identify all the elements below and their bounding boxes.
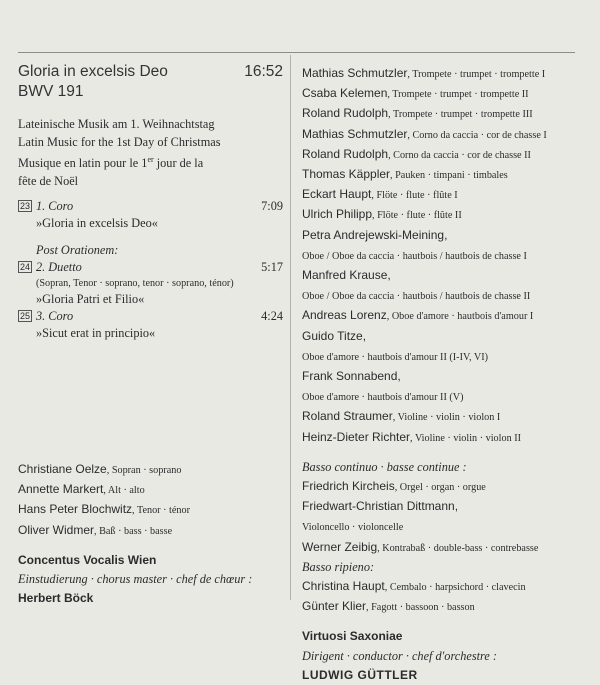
work-title: Gloria in excelsis Deo xyxy=(18,63,168,80)
track-label: 3. Coro xyxy=(36,309,74,324)
intro-line-en: Latin Music for the 1st Day of Christmas xyxy=(18,134,221,149)
musician-line: Thomas Käppler, Pauken · timpani · timbales xyxy=(302,167,508,182)
musician-line: Roland Rudolph, Trompete · trumpet · trompette III xyxy=(302,106,533,121)
work-duration: 16:52 xyxy=(244,63,283,80)
track-duration: 5:17 xyxy=(261,260,283,275)
musician-line: Roland Straumer, Violine · violin · violon I xyxy=(302,409,501,424)
intro-line-fr-2: fête de Noël xyxy=(18,173,79,188)
work-title-row xyxy=(18,62,283,82)
orchestra-name: Virtuosi Saxoniae xyxy=(302,629,403,644)
musician-line: Heinz-Dieter Richter, Violine · violin · violon II xyxy=(302,429,521,444)
bwv-number: BWV 191 xyxy=(18,83,84,100)
intro-text xyxy=(18,116,283,190)
musician-line: Csaba Kelemen, Trompete · trumpet · trompette II xyxy=(302,86,529,101)
musician-line: Andreas Lorenz, Oboe d'amore · hautbois d'amour I xyxy=(302,308,534,323)
intro-line-fr: Musique en latin pour le 1er jour de la xyxy=(18,155,204,171)
musician-line: Mathias Schmutzler, Trompete · trumpet · trompette I xyxy=(302,66,546,80)
choir-master-role: Einstudierung · chorus master · chef de chœur : xyxy=(18,572,253,587)
column-divider xyxy=(290,55,291,600)
choir-master: Herbert Böck xyxy=(18,591,94,606)
musician-line: Oboe d'amore · hautbois d'amour II (V) xyxy=(302,392,464,404)
post-orationem-heading: Post Orationem: xyxy=(36,243,119,258)
musician-line: Frank Sonnabend, xyxy=(302,369,401,384)
musician-line: Petra Andrejewski-Meining, xyxy=(302,227,448,242)
track-duration: 4:24 xyxy=(261,309,283,324)
choir-name: Concentus Vocalis Wien xyxy=(18,552,157,567)
track-text: »Sicut erat in principio« xyxy=(36,326,156,341)
track-label: 2. Duetto xyxy=(36,260,82,275)
soloist-line: Oliver Widmer, Baß · bass · basse xyxy=(18,522,173,537)
track-number: 25 xyxy=(20,311,31,322)
top-rule xyxy=(18,52,575,53)
musician-line: Friedwart-Christian Dittmann, xyxy=(302,499,459,514)
right-column xyxy=(302,64,592,685)
musician-line: Eckart Haupt, Flöte · flute · flûte I xyxy=(302,187,458,202)
soloist-line: Christiane Oelze, Sopran · soprano xyxy=(18,462,182,476)
musician-line: Mathias Schmutzler, Corno da caccia · cor de chasse I xyxy=(302,126,547,141)
track-number: 24 xyxy=(20,262,31,273)
track-detail: (Sopran, Tenor · soprano, tenor · soprano, ténor) xyxy=(36,278,234,290)
left-column xyxy=(18,62,283,342)
intro-line-de: Lateinische Musik am 1. Weihnachtstag xyxy=(18,117,215,131)
soloist-line: Hans Peter Blochwitz, Tenor · ténor xyxy=(18,502,190,517)
track-number: 23 xyxy=(20,201,31,212)
musician-line: Günter Klier, Fagott · bassoon · basson xyxy=(302,599,475,614)
track-duration: 7:09 xyxy=(261,199,283,214)
track-text: »Gloria in excelsis Deo« xyxy=(36,216,158,231)
musician-line: Oboe / Oboe da caccia · hautbois / hautbois de chasse I xyxy=(302,250,527,262)
soloist-line: Annette Markert, Alt · alto xyxy=(18,482,145,497)
musician-line: Manfred Krause, xyxy=(302,268,391,283)
musician-line: Friedrich Kircheis, Orgel · organ · orgue xyxy=(302,479,486,494)
soloists-list xyxy=(18,460,288,608)
musician-line: Werner Zeibig, Kontrabaß · double-bass · contrebasse xyxy=(302,539,539,554)
musician-line: Violoncello · violoncelle xyxy=(302,522,404,534)
track-item xyxy=(18,308,283,342)
basso-ripieno-heading: Basso ripieno: xyxy=(302,559,375,574)
musician-line: Guido Titze, xyxy=(302,328,367,343)
musician-line: Oboe / Oboe da caccia · hautbois / hautbois de chasse II xyxy=(302,291,531,303)
musician-line: Christina Haupt, Cembalo · harpsichord · clavecin xyxy=(302,579,526,594)
musician-line: Oboe d'amore · hautbois d'amour II (I-IV, VI) xyxy=(302,351,489,363)
conductor-role: Dirigent · conductor · chef d'orchestre : xyxy=(302,648,498,663)
musician-line: Roland Rudolph, Corno da caccia · cor de chasse II xyxy=(302,146,531,161)
musician-line: Ulrich Philipp, Flöte · flute · flûte II xyxy=(302,207,462,222)
track-item xyxy=(18,259,283,308)
basso-continuo-heading: Basso continuo · basse continue : xyxy=(302,459,467,474)
track-label: 1. Coro xyxy=(36,199,74,214)
track-item xyxy=(18,198,283,232)
conductor-name: LUDWIG GÜTTLER xyxy=(302,667,418,682)
track-text: »Gloria Patri et Filio« xyxy=(36,292,145,307)
